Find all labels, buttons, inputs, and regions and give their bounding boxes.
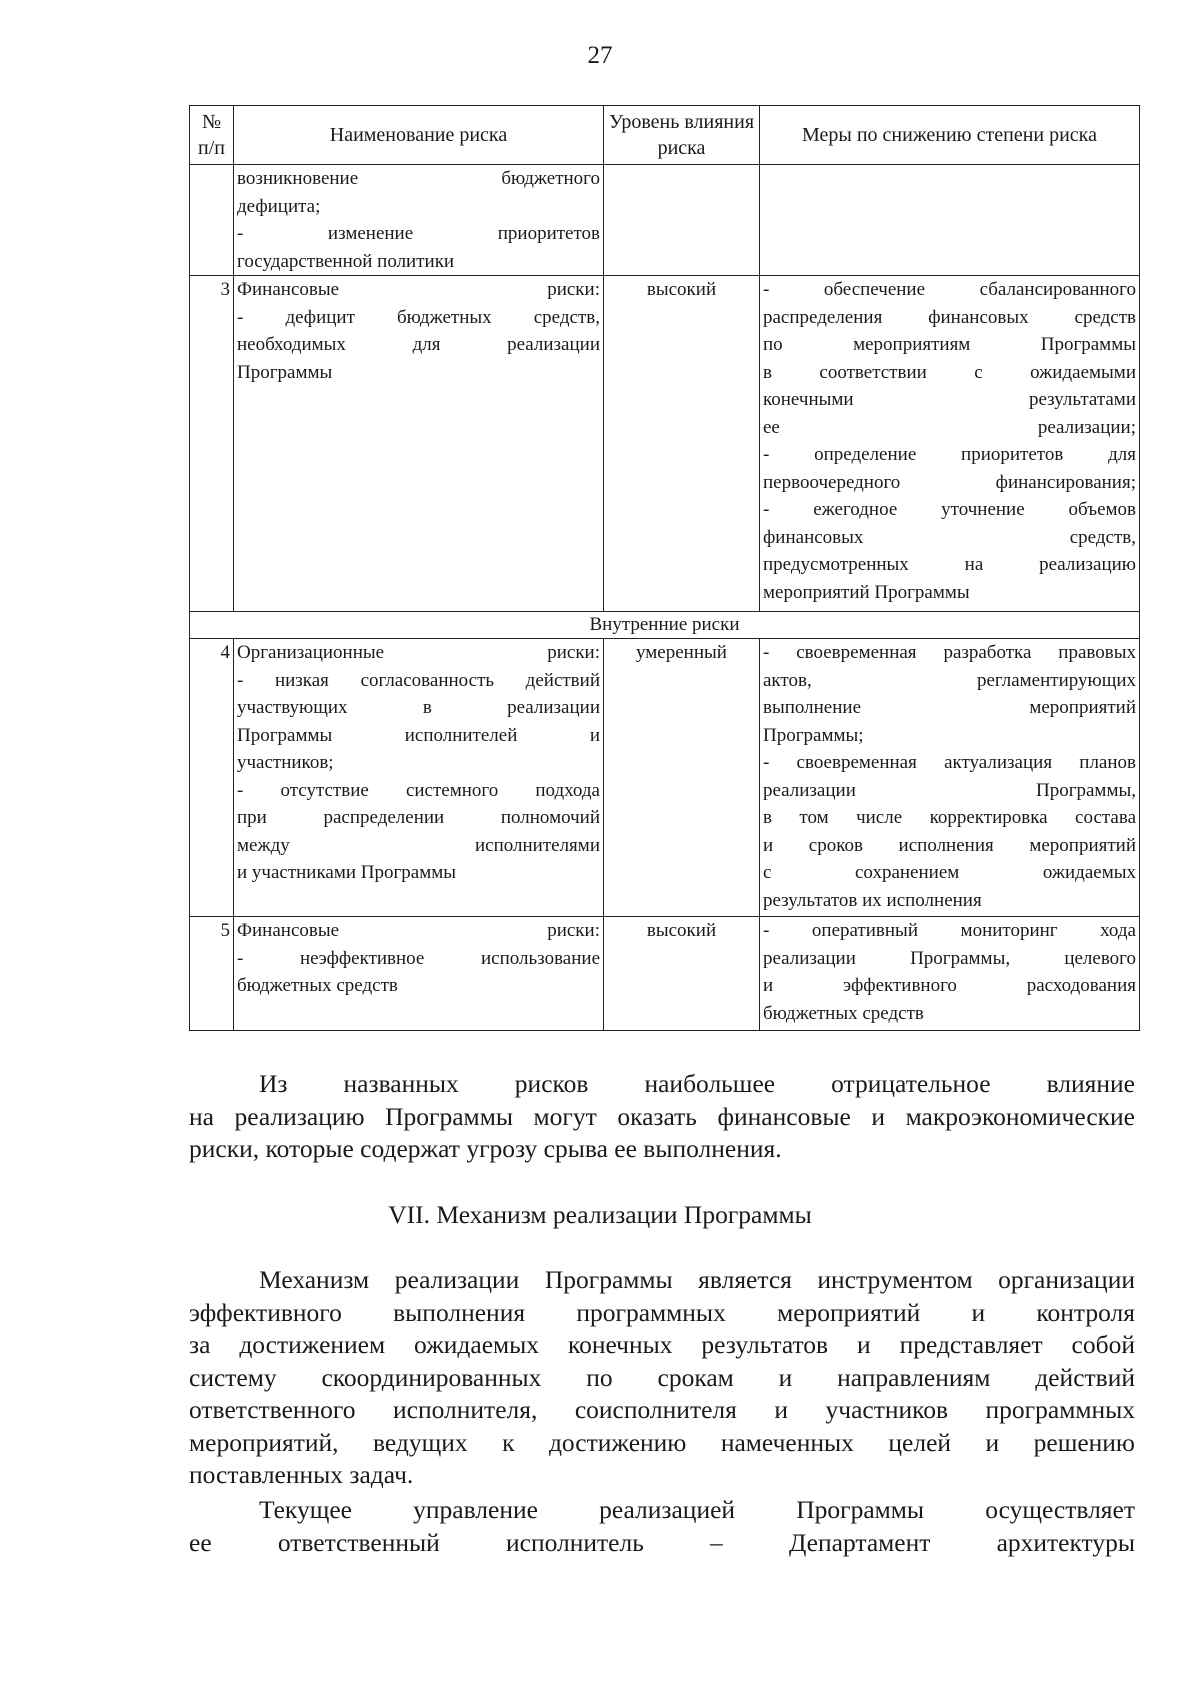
text-line: первоочередного финансирования; — [763, 471, 1136, 493]
text-line: бюджетных средств — [237, 975, 398, 996]
section-title: Внутренние риски — [190, 612, 1140, 639]
cell-level — [604, 165, 760, 276]
cell-measures — [760, 276, 1140, 612]
text-line: дефицита; — [237, 195, 321, 217]
text-line: и сроков исполнения мероприятий — [763, 834, 1136, 856]
text-line: выполнение мероприятий — [763, 697, 1136, 718]
text-line: ответственного исполнителя, соисполнителя и участников программных — [189, 1395, 1135, 1424]
text-line: - своевременная актуализация планов — [763, 752, 1136, 773]
header-impact-level: Уровень влияния риска — [604, 106, 760, 165]
cell-risk-name — [234, 639, 604, 917]
text-line: Финансовые риски: — [237, 920, 600, 941]
table-row — [190, 639, 1140, 917]
text-line: Из названных рисков наибольшее отрицательное влияние — [259, 1069, 1135, 1098]
text-line: с сохранением ожидаемых — [763, 862, 1136, 883]
text-line: Программы; — [763, 724, 864, 746]
text-line: Механизм реализации Программы является инструментом организации — [259, 1265, 1135, 1294]
cell-risk-name — [234, 276, 604, 612]
text-line: ее реализации; — [763, 416, 1136, 438]
header-number: № п/п — [190, 106, 234, 165]
cell-num: 5 — [190, 917, 234, 1031]
text-line: государственной политики — [237, 250, 455, 272]
section-row-internal-risks — [190, 612, 1140, 639]
section-heading: VII. Механизм реализации Программы — [388, 1200, 812, 1229]
cell-risk-name — [234, 917, 604, 1031]
text-line: - своевременная разработка правовых — [763, 642, 1136, 663]
text-line: участников; — [237, 752, 334, 773]
text-line: ее ответственный исполнитель – Департамент архитектуры — [189, 1527, 1135, 1557]
text-line: Текущее управление реализацией Программы осуществляет — [259, 1495, 1135, 1524]
text-line: предусмотренных на реализацию — [763, 554, 1136, 575]
text-line: - изменение приоритетов — [237, 223, 600, 244]
cell-num: 3 — [190, 276, 234, 612]
text-line: при распределении полномочий — [237, 807, 600, 828]
cell-measures — [760, 165, 1140, 276]
text-line: реализации Программы, — [763, 779, 1136, 801]
text-line: - низкая согласованность действий — [237, 669, 600, 691]
text-line: Программы исполнителей и — [237, 724, 600, 746]
text-line: реализации Программы, целевого — [763, 947, 1136, 969]
text-line: - определение приоритетов для — [763, 444, 1136, 465]
text-line: - оперативный мониторинг хода — [763, 920, 1136, 941]
cell-num: 4 — [190, 639, 234, 917]
cell-num — [190, 165, 234, 276]
text-line: результатов их исполнения — [763, 889, 982, 911]
text-line: в соответствии с ожидаемыми — [763, 361, 1136, 383]
text-line: участвующих в реализации — [237, 697, 600, 718]
text-line: актов, регламентирующих — [763, 669, 1136, 691]
text-line: конечными результатами — [763, 389, 1136, 410]
paragraph-risk-conclusion — [189, 1068, 1135, 1166]
text-line: финансовых средств, — [763, 526, 1136, 548]
text-line: необходимых для реализации — [237, 334, 600, 355]
text-line: Организационные риски: — [237, 642, 600, 663]
text-line: бюджетных средств — [763, 1002, 924, 1024]
text-line: - ежегодное уточнение объемов — [763, 499, 1136, 520]
paragraph-management — [189, 1494, 1135, 1559]
cell-level: высокий — [604, 276, 760, 612]
text-line: - отсутствие системного подхода — [237, 779, 600, 801]
text-line: и эффективного расходования — [763, 975, 1136, 996]
cell-measures — [760, 639, 1140, 917]
text-line: на реализацию Программы могут оказать финансовые и макроэкономические — [189, 1101, 1135, 1131]
text-line: в том числе корректировка состава — [763, 807, 1136, 828]
text-line: возникновение бюджетного — [237, 168, 600, 189]
text-line: - дефицит бюджетных средств, — [237, 306, 600, 328]
text-line: за достижением ожидаемых конечных результатов и представляет собой — [189, 1330, 1135, 1359]
cell-risk-name — [234, 165, 604, 276]
text-line: риски, которые содержат угрозу срыва ее выполнения. — [189, 1134, 782, 1163]
text-line: между исполнителями — [237, 834, 600, 856]
table-header-row — [190, 106, 1140, 165]
page-number: 27 — [587, 42, 613, 69]
text-line: - неэффективное использование — [237, 947, 600, 969]
text-line: систему скоординированных по срокам и направлениям действий — [189, 1362, 1135, 1392]
text-line: мероприятий Программы — [763, 581, 970, 603]
risk-table — [189, 105, 1140, 1031]
table-row — [190, 276, 1140, 612]
text-line: Финансовые риски: — [237, 279, 600, 300]
text-line: поставленных задач. — [189, 1460, 414, 1489]
text-line: распределения финансовых средств — [763, 306, 1136, 328]
text-line: мероприятий, ведущих к достижению намеченных целей и решению — [189, 1427, 1135, 1457]
header-mitigation-measures: Меры по снижению степени риска — [760, 106, 1140, 165]
text-line: и участниками Программы — [237, 862, 457, 883]
text-line: по мероприятиям Программы — [763, 334, 1136, 355]
table-row — [190, 917, 1140, 1031]
header-risk-name: Наименование риска — [234, 106, 604, 165]
paragraph-mechanism — [189, 1264, 1135, 1492]
table-row-continuation — [190, 165, 1140, 276]
cell-measures — [760, 917, 1140, 1031]
cell-level: высокий — [604, 917, 760, 1031]
text-line: - обеспечение сбалансированного — [763, 279, 1136, 300]
cell-level: умеренный — [604, 639, 760, 917]
text-line: Программы — [237, 361, 333, 383]
text-line: эффективного выполнения программных мероприятий и контроля — [189, 1297, 1135, 1327]
